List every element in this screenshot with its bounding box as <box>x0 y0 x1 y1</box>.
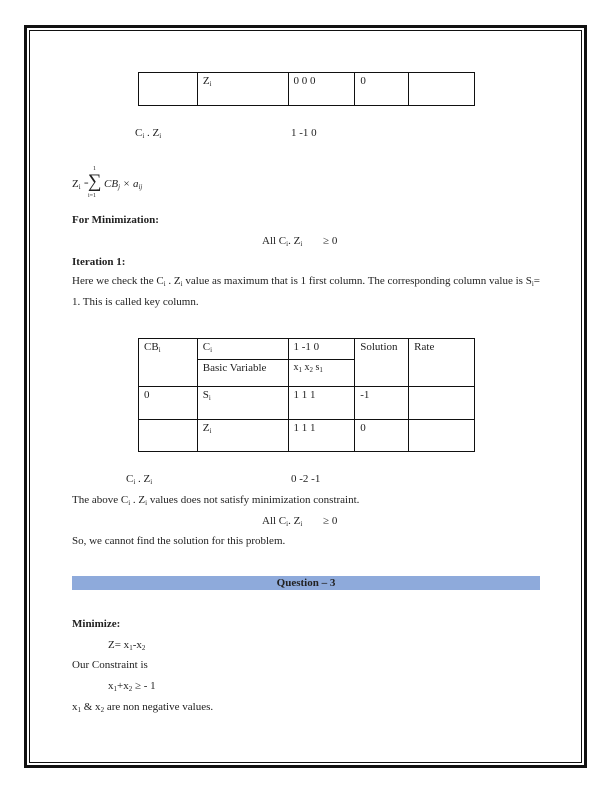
table-row <box>139 420 475 452</box>
table-row <box>139 339 475 360</box>
table-cell: $Z_i$ <box>197 73 288 106</box>
all-cz-condition-1: All $C_i$. $Z_i \ge 0$ <box>262 235 338 248</box>
table-cell: Rate <box>409 339 475 387</box>
table-cell: $Z_i$ <box>197 420 288 452</box>
table-cell: 0 0 0 <box>288 73 355 106</box>
table-cell: Solution <box>355 339 409 387</box>
constraint-expression: $x_1+x_2$ ≥ - 1 <box>108 680 156 693</box>
table-cell: 0 <box>355 73 409 106</box>
sigma-symbol: ∑ <box>88 171 102 192</box>
all-cz-condition-2: All $C_i$. $Z_i \ge 0$ <box>262 515 338 528</box>
table-cell: $C_i$ <box>197 339 288 360</box>
minimize-heading: Minimize: <box>72 618 121 630</box>
objective-function: $Z= x_1-x_2$ <box>108 639 146 652</box>
cz-label-2: $C_i$ . $Z_i$ <box>126 473 153 486</box>
table-cell: 1 1 1 <box>288 420 355 452</box>
cz-values-2: 0 -2 -1 <box>291 473 321 485</box>
table-cell <box>139 420 198 452</box>
conclusion-text: So, we cannot find the solution for this problem. <box>72 535 286 547</box>
table-cell: 0 <box>355 420 409 452</box>
minimization-heading: For Minimization: <box>72 214 159 226</box>
simplex-table-1 <box>138 72 475 106</box>
table-cell <box>409 73 475 106</box>
table-cell <box>409 387 475 420</box>
table-cell <box>139 73 198 106</box>
table-row <box>139 73 475 106</box>
constraint-intro: Our Constraint is <box>72 659 148 671</box>
cz-values-1: 1 -1 0 <box>291 127 317 139</box>
iteration-heading: Iteration 1: <box>72 256 126 268</box>
cz-label-1: $C_i$ . $Z_i$ <box>135 127 162 140</box>
iteration-paragraph: Here we check the $C_i$ . $Z_i$ value as maximum that is 1 first column. The corresponding column value is $S_i= 1$. This is called key column. <box>72 275 540 308</box>
table-cell: 1 1 1 <box>288 387 355 420</box>
table-cell: $CB_i$ <box>139 339 198 387</box>
table-cell: 0 <box>139 387 198 420</box>
above-values-text: The above $C_i$ . $Z_i$ values does not satisfy minimization constraint. <box>72 494 360 507</box>
table-cell: -1 <box>355 387 409 420</box>
table-cell: Basic Variable <box>197 360 288 387</box>
table-row <box>139 387 475 420</box>
table-cell <box>409 420 475 452</box>
simplex-table-2 <box>138 338 475 452</box>
question-banner: Question – 3 <box>72 576 540 590</box>
table-cell: $S_i$ <box>197 387 288 420</box>
table-cell: $x_1$ $x_2$ $s_1$ <box>288 360 355 387</box>
non-negative-statement: $x_1$ & $x_2$ are non negative values. <box>72 701 214 714</box>
table-cell: 1 -1 0 <box>288 339 355 360</box>
